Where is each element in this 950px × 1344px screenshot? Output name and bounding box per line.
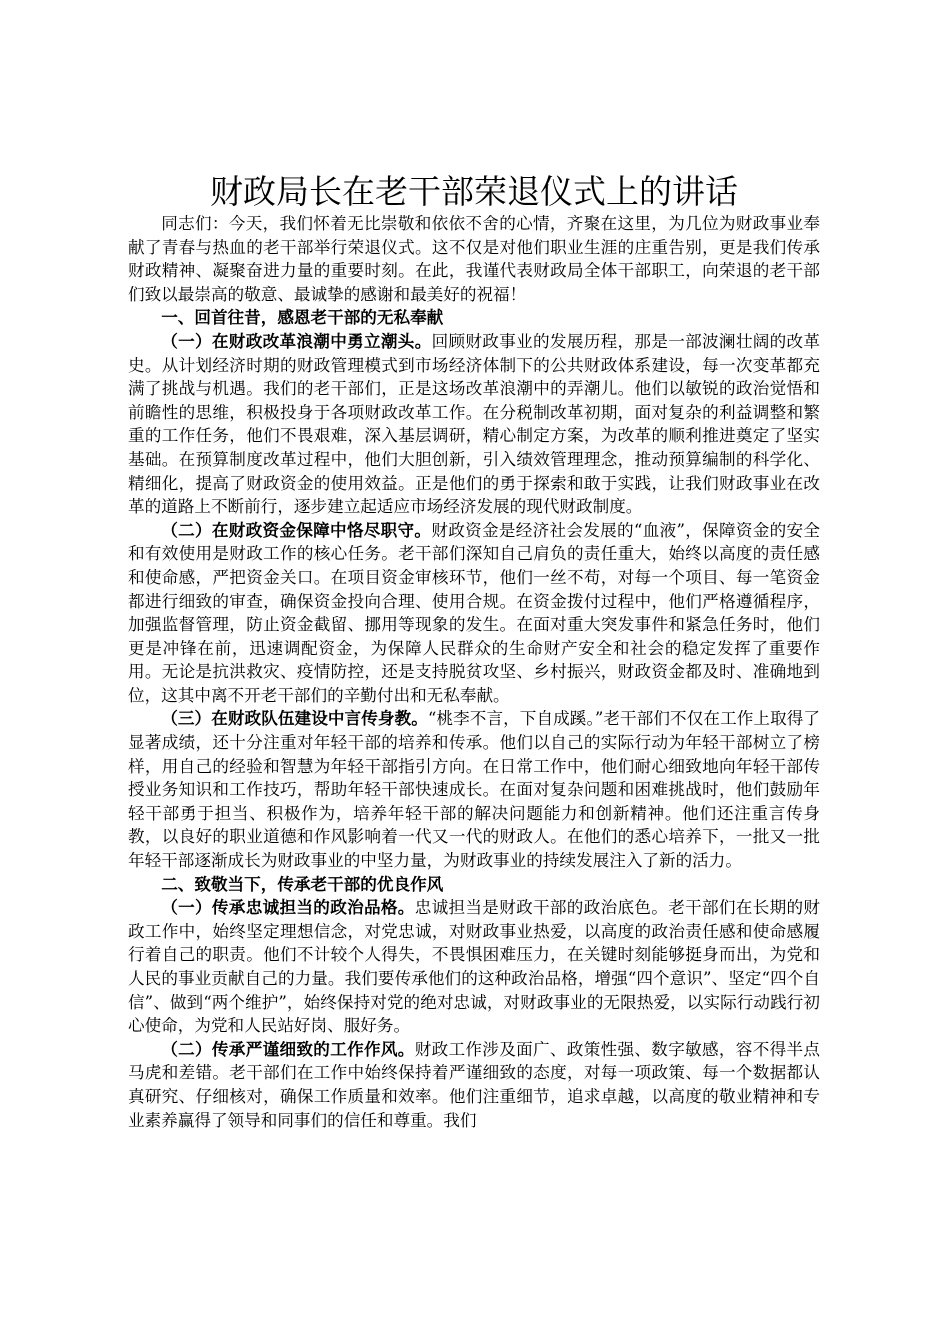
section-heading-2: 二、致敬当下，传承老干部的优良作风 (161, 873, 444, 894)
document-page (128, 172, 820, 1132)
paragraph-lead: （二）在财政资金保障中恪尽职守。 (161, 519, 432, 540)
paragraph-lead: （三）在财政队伍建设中言传身教。 (161, 708, 428, 729)
paragraph-lead: （一）传承忠诚担当的政治品格。 (161, 897, 415, 918)
section-2-paragraph-1 (128, 896, 820, 1038)
paragraph-text: 忠诚担当是财政干部的政治底色。老干部们在长期的财政工作中，始终坚定理想信念，对党忠诚，对财政事业热爱，以高度的政治责任感和使命感履行着自己的职责。他们不计较个人得失，不畏惧困难压力，在关键时刻能够挺身而出，为党和人民的事业贡献自己的力量。我们要传承他们的这种政治品格，增强“四个意识”、坚定“四个自信”、做到“两个维护”，始终保持对党的绝对忠诚，对财政事业的无限热爱，以实际行动践行初心使命，为党和人民站好岗、服好务。 (128, 898, 821, 1036)
document-title: 财政局长在老干部荣退仪式上的讲话 (210, 172, 738, 211)
intro-paragraph: 同志们：今天，我们怀着无比崇敬和依依不舍的心情，齐聚在这里，为几位为财政事业奉献了青春与热血的老干部举行荣退仪式。这不仅是对他们职业生涯的庄重告别，更是我们传承财政精神、凝聚奋进力量的重要时刻。在此，我谨代表财政局全体干部职工，向荣退的老干部们致以最崇高的敬意、最诚挚的感谢和最美好的祝福！ (128, 214, 820, 304)
paragraph-lead: （二）传承严谨细致的工作作风。 (161, 1038, 415, 1059)
section-1-paragraph-2 (128, 519, 820, 708)
section-1-paragraph-3 (128, 707, 820, 872)
paragraph-text: “桃李不言，下自成蹊。”老干部们不仅在工作上取得了显著成绩，还十分注重对年轻干部的培养和传承。他们以自己的实际行动为年轻干部树立了榜样，用自己的经验和智慧为年轻干部指引方向。在日常工作中，他们耐心细致地向年轻干部传授业务知识和工作技巧，帮助年轻干部快速成长。在面对复杂问题和困难挑战时，他们鼓励年轻干部勇于担当、积极作为，培养年轻干部的解决问题能力和创新精神。他们还注重言传身教，以良好的职业道德和作风影响着一代又一代的财政人。在他们的悉心培养下，一批又一批年轻干部逐渐成长为财政事业的中坚力量，为财政事业的持续发展注入了新的活力。 (128, 709, 821, 871)
paragraph-lead: （一）在财政改革浪潮中勇立潮头。 (161, 330, 432, 351)
paragraph-text: 财政工作涉及面广、政策性强、数字敏感，容不得半点马虎和差错。老干部们在工作中始终保持着严谨细致的态度，对每一项政策、每一个数据都认真研究、仔细核对，确保工作质量和效率。他们注重细节，追求卓越，以高度的敬业精神和专业素养赢得了领导和同事们的信任和尊重。我们 (128, 1039, 821, 1130)
paragraph-text: 回顾财政事业的发展历程，那是一部波澜壮阔的改革史。从计划经济时期的财政管理模式到市场经济体制下的公共财政体系建设，每一次变革都充满了挑战与机遇。我们的老干部们，正是这场改革浪潮中的弄潮儿。他们以敏锐的政治觉悟和前瞻性的思维，积极投身于各项财政改革工作。在分税制改革初期，面对复杂的利益调整和繁重的工作任务，他们不畏艰难，深入基层调研，精心制定方案，为改革的顺利推进奠定了坚实基础。在预算制度改革过程中，他们大胆创新，引入绩效管理理念，推动预算编制的科学化、精细化，提高了财政资金的使用效益。正是他们的勇于探索和敢于实践，让我们财政事业在改革的道路上不断前行，逐步建立起适应市场经济发展的现代财政制度。 (128, 331, 821, 517)
paragraph-text: 财政资金是经济社会发展的“血液”，保障资金的安全和有效使用是财政工作的核心任务。老干部们深知自己肩负的责任重大，始终以高度的责任感和使命感，严把资金关口。在项目资金审核环节，他们一丝不苟，对每一个项目、每一笔资金都进行细致的审查，确保资金投向合理、使用合规。在资金拨付过程中，他们严格遵循程序，加强监督管理，防止资金截留、挪用等现象的发生。在面对重大突发事件和紧急任务时，他们更是冲锋在前，迅速调配资金，为保障人民群众的生命财产安全和社会的稳定发挥了重要作用。无论是抗洪救灾、疫情防控，还是支持脱贫攻坚、乡村振兴，财政资金都及时、准确地到位，这其中离不开老干部们的辛勤付出和无私奉献。 (128, 520, 821, 705)
section-2-paragraph-2 (128, 1038, 820, 1132)
section-1-paragraph-1 (128, 330, 820, 519)
section-heading-1: 一、回首往昔，感恩老干部的无私奉献 (161, 307, 444, 328)
